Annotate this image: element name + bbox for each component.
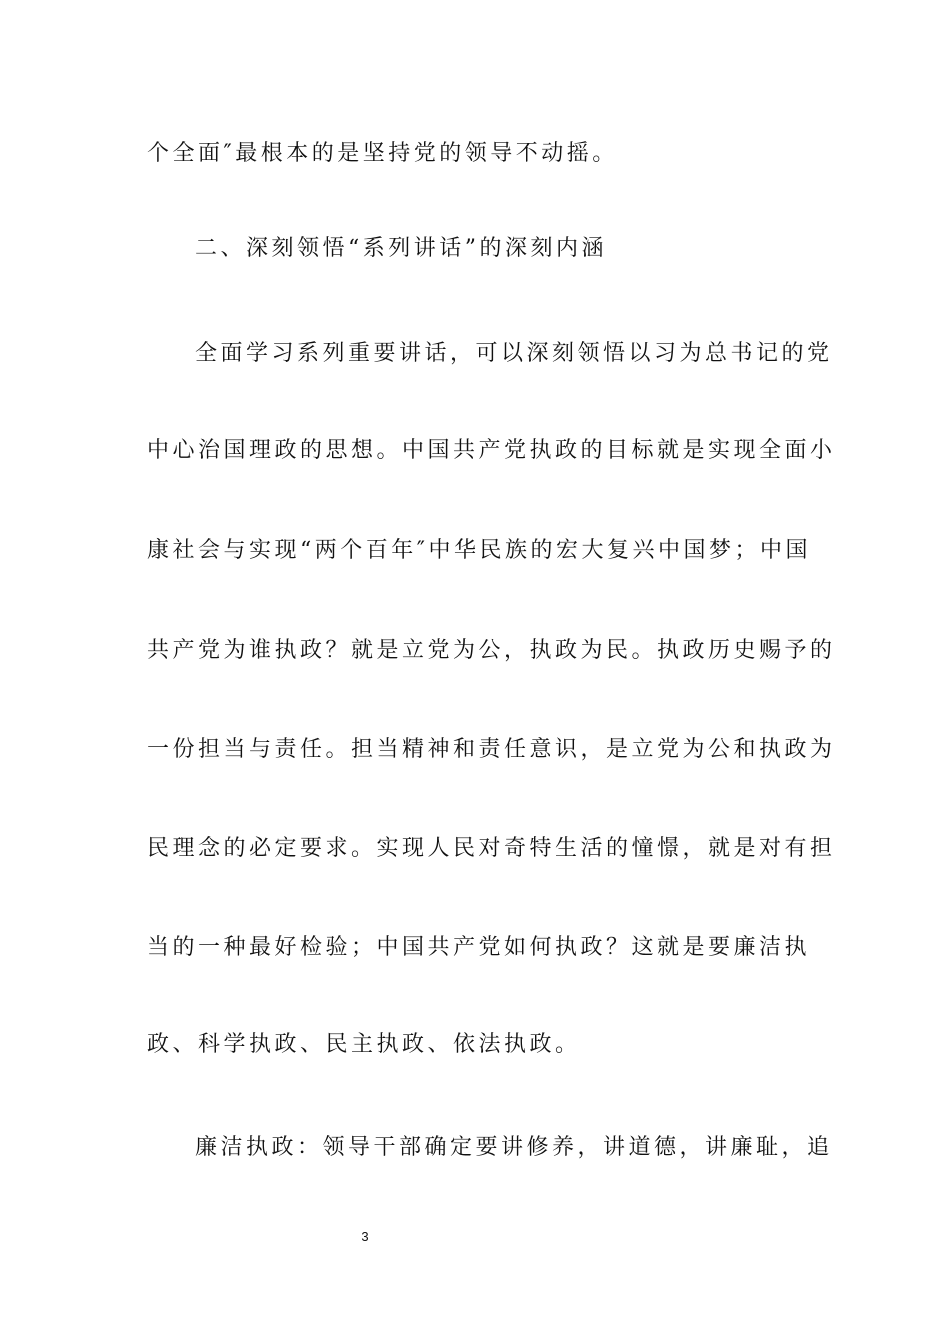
paragraph-line: 当的一种最好检验；中国共产党如何执政？这就是要廉洁执 [147, 935, 811, 960]
paragraph-line: 个全面″最根本的是坚持党的领导不动摇。 [147, 141, 618, 166]
section-heading: 二、深刻领悟“系列讲话”的深刻内涵 [195, 236, 607, 261]
page-number: 3 [361, 1229, 369, 1244]
paragraph-line: 全面学习系列重要讲话，可以深刻领悟以习为总书记的党 [195, 341, 833, 366]
paragraph-line: 一份担当与责任。担当精神和责任意识，是立党为公和执政为 [147, 737, 836, 762]
paragraph-line: 廉洁执政：领导干部确定要讲修养，讲道德，讲廉耻，追 [195, 1135, 833, 1160]
paragraph-line: 共产党为谁执政？就是立党为公，执政为民。执政历史赐予的 [147, 638, 836, 663]
paragraph-line: 中心治国理政的思想。中国共产党执政的目标就是实现全面小 [147, 438, 836, 463]
paragraph-line: 康社会与实现“两个百年″中华民族的宏大复兴中国梦；中国 [147, 538, 811, 563]
paragraph-line: 民理念的必定要求。实现人民对奇特生活的憧憬，就是对有担 [147, 836, 836, 861]
paragraph-line: 政、科学执政、民主执政、依法执政。 [147, 1032, 581, 1057]
